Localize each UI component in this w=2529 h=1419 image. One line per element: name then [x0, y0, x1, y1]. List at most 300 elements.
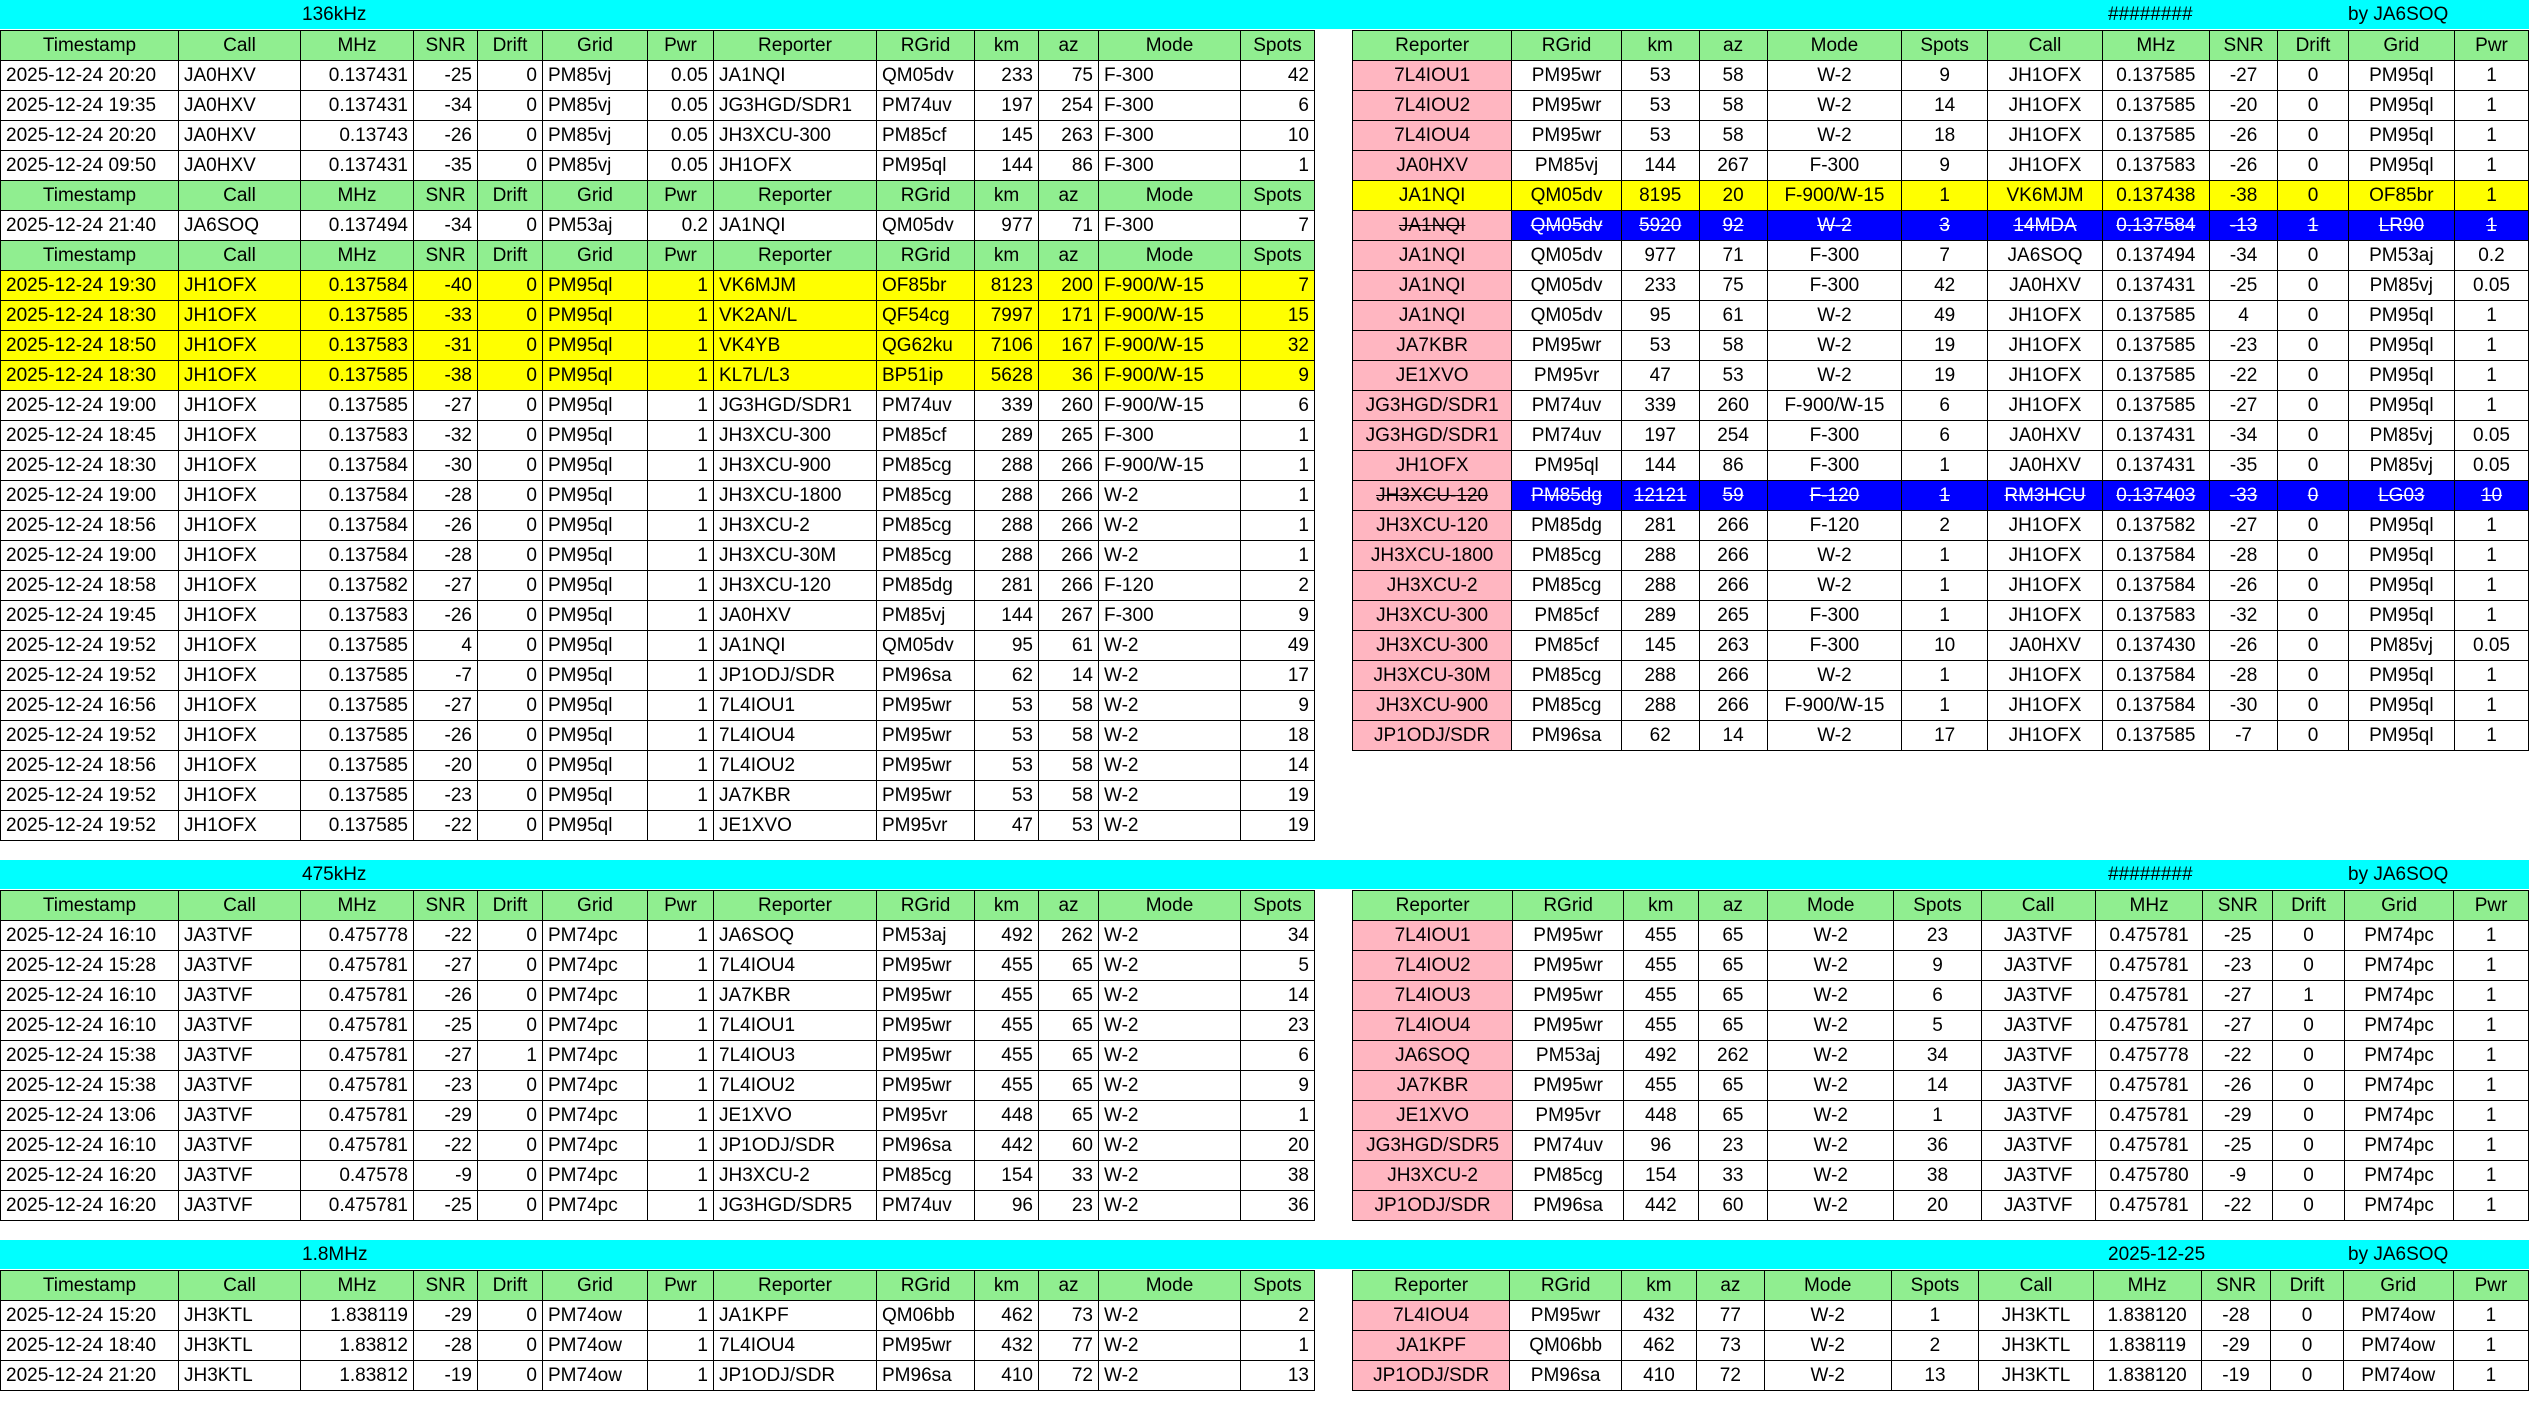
table-cell: 23 [1241, 1011, 1315, 1041]
table-cell: PM85cg [877, 481, 975, 511]
column-header: km [975, 31, 1039, 61]
table-cell: 1 [648, 331, 714, 361]
column-header: MHz [2093, 1271, 2201, 1301]
table-cell: 288 [975, 481, 1039, 511]
table-cell: JH1OFX [1988, 691, 2103, 721]
table-row [1353, 451, 2529, 481]
table-cell: 254 [1039, 91, 1099, 121]
table-cell: 0.137583 [2102, 601, 2209, 631]
table-cell: PM85vj [2348, 271, 2454, 301]
table-cell: -7 [2209, 721, 2278, 751]
table-cell: 0 [2271, 1331, 2343, 1361]
table-cell: 12121 [1621, 481, 1699, 511]
table-cell: 20 [1894, 1191, 1981, 1221]
table-cell: JA6SOQ [179, 211, 301, 241]
table-cell: 2025-12-24 16:10 [1, 1011, 179, 1041]
table-cell: W-2 [1099, 981, 1241, 1011]
table-cell: F-900/W-15 [1767, 181, 1902, 211]
table-cell: 2025-12-24 19:35 [1, 91, 179, 121]
table-cell: 432 [975, 1331, 1039, 1361]
table-cell: 0.475781 [2095, 951, 2203, 981]
table-cell: PM74pc [2344, 1041, 2453, 1071]
table-cell: PM95ql [543, 601, 648, 631]
table-cell: PM95ql [877, 151, 975, 181]
table-cell: W-2 [1099, 751, 1241, 781]
table-cell: 0.137585 [2102, 91, 2209, 121]
table-cell: -22 [2209, 361, 2278, 391]
table-cell: 38 [1241, 1161, 1315, 1191]
table-cell: 7L4IOU4 [714, 721, 877, 751]
table-cell: 6 [1241, 391, 1315, 421]
table-cell: PM74pc [2344, 1071, 2453, 1101]
table-cell: 2025-12-24 18:30 [1, 451, 179, 481]
table-cell: F-120 [1767, 511, 1902, 541]
table-cell: -28 [414, 481, 478, 511]
table-cell: 14 [1241, 751, 1315, 781]
column-header: Mode [1767, 31, 1902, 61]
table-cell: 262 [1698, 1041, 1768, 1071]
table-cell: JH3XCU-30M [714, 541, 877, 571]
column-header: Drift [478, 181, 543, 211]
table-cell: 1 [648, 661, 714, 691]
table-cell: 492 [1624, 1041, 1699, 1071]
table-cell: 1.838120 [2093, 1361, 2201, 1391]
table-cell: 1 [1241, 421, 1315, 451]
table-cell: 95 [975, 631, 1039, 661]
table-cell: PM95ql [543, 811, 648, 841]
table-cell: JH3KTL [179, 1361, 301, 1391]
table-cell: 2025-12-24 21:40 [1, 211, 179, 241]
table-cell: PM95ql [1512, 451, 1622, 481]
table-cell: PM53aj [877, 921, 975, 951]
table-cell: -38 [2209, 181, 2278, 211]
column-header: MHz [2095, 891, 2203, 921]
table-cell: JA1NQI [714, 631, 877, 661]
table-cell: W-2 [1099, 661, 1241, 691]
table-cell: QM05dv [1512, 301, 1622, 331]
table-cell: VK6MJM [1988, 181, 2103, 211]
table-cell: 144 [975, 601, 1039, 631]
table-cell: 0.137585 [2102, 331, 2209, 361]
column-header: Pwr [2453, 1271, 2528, 1301]
table-cell: W-2 [1768, 951, 1894, 981]
table-cell: 2025-12-24 20:20 [1, 61, 179, 91]
table-cell: PM74pc [2344, 1161, 2453, 1191]
table-row [1353, 91, 2529, 121]
table-cell: 1 [1902, 661, 1988, 691]
table-cell: PM95ql [2348, 601, 2454, 631]
table-cell: JA0HXV [179, 91, 301, 121]
table-row [1, 451, 1315, 481]
table-cell: 0 [478, 921, 543, 951]
table-cell: 1 [2455, 691, 2529, 721]
table-cell: 14 [1894, 1071, 1981, 1101]
table-cell: JH3XCU-300 [714, 121, 877, 151]
table-cell: BP51ip [877, 361, 975, 391]
table-cell: PM95ql [2348, 511, 2454, 541]
table-row [1, 921, 1315, 951]
table-cell: PM95ql [2348, 301, 2454, 331]
table-row [1353, 511, 2529, 541]
table-cell: 266 [1039, 511, 1099, 541]
table-cell: PM85cf [877, 121, 975, 151]
column-header: RGrid [877, 31, 975, 61]
table-cell: 53 [1699, 361, 1767, 391]
table-cell: JA3TVF [179, 981, 301, 1011]
column-header: Call [1988, 31, 2103, 61]
table-cell: 13 [1891, 1361, 1979, 1391]
table-cell: 0.05 [648, 61, 714, 91]
table-cell: 1 [1902, 541, 1988, 571]
table-cell: JA3TVF [179, 1131, 301, 1161]
table-cell: 0 [478, 691, 543, 721]
table-cell: W-2 [1767, 211, 1902, 241]
table-cell: JH3XCU-120 [1353, 511, 1512, 541]
table-cell: 72 [1696, 1361, 1764, 1391]
table-cell: W-2 [1768, 1191, 1894, 1221]
table-cell: PM74pc [2344, 1191, 2453, 1221]
table-cell: JH1OFX [1988, 661, 2103, 691]
column-header: Pwr [648, 891, 714, 921]
table-cell: 47 [1621, 361, 1699, 391]
table-cell: PM74pc [543, 1161, 648, 1191]
table-cell: 0 [478, 1101, 543, 1131]
table-cell: 36 [1241, 1191, 1315, 1221]
header-row [1353, 891, 2529, 921]
table-cell: PM95ql [2348, 151, 2454, 181]
table-row [1, 271, 1315, 301]
table-cell: 7L4IOU3 [714, 1041, 877, 1071]
table-cell: 0 [2273, 1071, 2345, 1101]
table-cell: JH1OFX [179, 751, 301, 781]
table-cell: 0.137584 [301, 451, 414, 481]
table-cell: 0.137585 [301, 751, 414, 781]
table-cell: W-2 [1767, 541, 1902, 571]
table-cell: JA3TVF [1981, 1071, 2095, 1101]
column-header: SNR [414, 1271, 478, 1301]
table-cell: JH1OFX [179, 541, 301, 571]
table-cell: 260 [1699, 391, 1767, 421]
table-cell: PM74ow [2343, 1331, 2453, 1361]
table-cell: 2025-12-24 18:56 [1, 751, 179, 781]
table-cell: PM74pc [543, 1191, 648, 1221]
table-cell: JH3KTL [1979, 1361, 2093, 1391]
table-cell: 263 [1699, 631, 1767, 661]
table-cell: 0 [2273, 1161, 2345, 1191]
table-cell: W-2 [1099, 921, 1241, 951]
table-cell: -26 [414, 981, 478, 1011]
table-cell: JH3XCU-2 [714, 511, 877, 541]
table-cell: 77 [1696, 1301, 1764, 1331]
table-cell: W-2 [1768, 1131, 1894, 1161]
table-cell: 0 [478, 981, 543, 1011]
table-cell: 0.137494 [2102, 241, 2209, 271]
table-cell: -26 [2209, 121, 2278, 151]
table-cell: JH1OFX [1988, 301, 2103, 331]
table-cell: 281 [975, 571, 1039, 601]
table-cell: PM96sa [1513, 1191, 1624, 1221]
table-cell: -27 [2203, 981, 2273, 1011]
table-cell: 1 [2455, 181, 2529, 211]
column-header: Spots [1891, 1271, 1979, 1301]
table-cell: W-2 [1099, 1361, 1241, 1391]
table-cell: 2025-12-24 19:52 [1, 781, 179, 811]
table-cell: JA3TVF [1981, 1131, 2095, 1161]
table-cell: 9 [1241, 1071, 1315, 1101]
table-cell: 0 [478, 1071, 543, 1101]
table-cell: 0 [478, 1011, 543, 1041]
table-cell: 1 [648, 811, 714, 841]
table-cell: 7 [1902, 241, 1988, 271]
table-cell: -34 [2209, 241, 2278, 271]
table-cell: 1 [648, 301, 714, 331]
table-cell: 1 [648, 1071, 714, 1101]
table-cell: 0 [478, 1131, 543, 1161]
table-cell: 2 [1241, 1301, 1315, 1331]
table-cell: 0.137582 [301, 571, 414, 601]
table-cell: 58 [1699, 91, 1767, 121]
table-cell: 0 [2278, 661, 2348, 691]
table-cell: 1 [1902, 481, 1988, 511]
table-cell: W-2 [1768, 1101, 1894, 1131]
table-cell: 0 [2271, 1361, 2343, 1391]
table-cell: F-120 [1767, 481, 1902, 511]
table-cell: 1.83812 [301, 1361, 414, 1391]
table-cell: W-2 [1099, 811, 1241, 841]
table-cell: JH3XCU-300 [1353, 631, 1512, 661]
table-cell: W-2 [1767, 331, 1902, 361]
table-cell: F-300 [1767, 271, 1902, 301]
table-cell: PM95wr [877, 721, 975, 751]
table-cell: 65 [1039, 981, 1099, 1011]
column-header: Pwr [648, 181, 714, 211]
table-cell: PM95wr [1510, 1301, 1622, 1331]
table-cell: VK2AN/L [714, 301, 877, 331]
table-cell: 53 [975, 691, 1039, 721]
table-cell: PM95wr [1512, 91, 1622, 121]
table-cell: 1 [2455, 391, 2529, 421]
table-cell: PM74pc [2344, 1131, 2453, 1161]
table-cell: 0 [2278, 451, 2348, 481]
table-cell: 2025-12-24 18:30 [1, 361, 179, 391]
table-cell: 7997 [975, 301, 1039, 331]
table-cell: 0.137584 [301, 511, 414, 541]
table-cell: 0 [478, 511, 543, 541]
table-cell: 6 [1902, 421, 1988, 451]
table-cell: 262 [1039, 921, 1099, 951]
table-cell: 7L4IOU2 [714, 751, 877, 781]
table-cell: 0.137585 [301, 661, 414, 691]
column-header: RGrid [1510, 1271, 1622, 1301]
table-cell: 4 [414, 631, 478, 661]
table-cell: 53 [1039, 811, 1099, 841]
table-cell: PM95ql [543, 481, 648, 511]
table-row [1353, 1041, 2529, 1071]
table-cell: 0.05 [648, 91, 714, 121]
table-cell: JH1OFX [179, 691, 301, 721]
table-cell: 42 [1902, 271, 1988, 301]
table-cell: 1 [648, 271, 714, 301]
table-cell: 0 [478, 571, 543, 601]
table-cell: 1 [648, 1361, 714, 1391]
table-cell: PM95ql [543, 391, 648, 421]
table-cell: -22 [2203, 1041, 2273, 1071]
table-row [1, 61, 1315, 91]
table-cell: 0 [478, 751, 543, 781]
column-header: Drift [2271, 1271, 2343, 1301]
table-cell: W-2 [1099, 1301, 1241, 1331]
table-cell: JP1ODJ/SDR [1353, 1191, 1513, 1221]
table-cell: 2025-12-24 18:30 [1, 301, 179, 331]
header-row [1353, 1271, 2529, 1301]
table-cell: 289 [1621, 601, 1699, 631]
table-cell: 1 [478, 1041, 543, 1071]
table-cell: JA1KPF [1353, 1331, 1510, 1361]
table-cell: JA1NQI [1353, 211, 1512, 241]
table-cell: F-300 [1767, 631, 1902, 661]
table-cell: PM74pc [2344, 981, 2453, 1011]
table-cell: 0.137585 [301, 721, 414, 751]
table-cell: 65 [1039, 1071, 1099, 1101]
table-cell: -35 [414, 151, 478, 181]
table-cell: W-2 [1767, 661, 1902, 691]
table-cell: JH3KTL [1979, 1331, 2093, 1361]
table-cell: 1 [2453, 1301, 2528, 1331]
table-cell: JA3TVF [1981, 921, 2095, 951]
table-row [1, 1071, 1315, 1101]
table-cell: 0 [2273, 951, 2345, 981]
table-cell: 1 [1241, 511, 1315, 541]
table-cell: 462 [975, 1301, 1039, 1331]
table-cell: 0.13743 [301, 121, 414, 151]
table-cell: -34 [414, 211, 478, 241]
column-header: Grid [2348, 31, 2454, 61]
table-cell: 5 [1894, 1011, 1981, 1041]
table-cell: W-2 [1099, 541, 1241, 571]
table-cell: JA0HXV [1988, 271, 2103, 301]
table-cell: -33 [414, 301, 478, 331]
table-cell: 0.475781 [301, 1041, 414, 1071]
column-header: Spots [1902, 31, 1988, 61]
table-cell: PM95wr [877, 951, 975, 981]
table-row [1353, 301, 2529, 331]
table-cell: W-2 [1767, 121, 1902, 151]
table-cell: 0 [2271, 1301, 2343, 1331]
table-cell: JA0HXV [1988, 631, 2103, 661]
table-cell: PM85cg [877, 541, 975, 571]
table-cell: 2025-12-24 18:56 [1, 511, 179, 541]
table-cell: JH1OFX [1988, 61, 2103, 91]
table-cell: 49 [1902, 301, 1988, 331]
table-cell: 86 [1039, 151, 1099, 181]
table-cell: 2025-12-24 21:20 [1, 1361, 179, 1391]
table-cell: 0 [478, 1331, 543, 1361]
table-cell: 0.2 [648, 211, 714, 241]
table-cell: JH1OFX [1988, 601, 2103, 631]
table-cell: 0.137584 [301, 541, 414, 571]
table-cell: 0.475780 [2095, 1161, 2203, 1191]
table-cell: 0 [2278, 121, 2348, 151]
table-cell: 2025-12-24 18:50 [1, 331, 179, 361]
table-cell: 2025-12-24 19:52 [1, 721, 179, 751]
table-cell: 0 [2278, 601, 2348, 631]
table-cell: 0.05 [2455, 451, 2529, 481]
table-cell: 61 [1039, 631, 1099, 661]
table-cell: 1 [2455, 721, 2529, 751]
table-cell: 86 [1699, 451, 1767, 481]
table-row [1, 691, 1315, 721]
column-header: Pwr [648, 241, 714, 271]
table-cell: 1 [1902, 601, 1988, 631]
table-cell: 144 [1621, 451, 1699, 481]
table-cell: PM95ql [543, 301, 648, 331]
table-cell: 200 [1039, 271, 1099, 301]
table-cell: 1 [2455, 301, 2529, 331]
table-row [1353, 921, 2529, 951]
table-cell: -30 [2209, 691, 2278, 721]
table-cell: PM95wr [1512, 61, 1622, 91]
right-spots-table [1352, 1270, 2529, 1391]
table-cell: 96 [975, 1191, 1039, 1221]
table-cell: PM74ow [543, 1361, 648, 1391]
column-header: Drift [2273, 891, 2345, 921]
table-cell: PM74ow [2343, 1361, 2453, 1391]
table-cell: JH3XCU-300 [1353, 601, 1512, 631]
table-cell: 0 [478, 1161, 543, 1191]
table-cell: 2025-12-24 15:20 [1, 1301, 179, 1331]
table-cell: 0 [2278, 361, 2348, 391]
table-cell: -23 [414, 781, 478, 811]
table-cell: PM95ql [543, 361, 648, 391]
table-cell: PM85vj [543, 61, 648, 91]
table-cell: 7L4IOU1 [714, 1011, 877, 1041]
table-cell: 2025-12-24 20:20 [1, 121, 179, 151]
column-header: Grid [543, 31, 648, 61]
column-header: Pwr [2454, 891, 2529, 921]
table-cell: 0.137494 [301, 211, 414, 241]
table-cell: PM85vj [543, 91, 648, 121]
table-cell: W-2 [1099, 781, 1241, 811]
table-cell: -27 [414, 1041, 478, 1071]
table-cell: PM95wr [1513, 1011, 1624, 1041]
table-cell: PM95wr [1513, 951, 1624, 981]
table-cell: 77 [1039, 1331, 1099, 1361]
table-cell: JH1OFX [179, 301, 301, 331]
table-cell: 0.137431 [2102, 421, 2209, 451]
table-row [1353, 211, 2529, 241]
table-cell: 33 [1698, 1161, 1768, 1191]
table-row [1353, 1361, 2529, 1391]
table-cell: PM96sa [1512, 721, 1622, 751]
table-row [1, 1041, 1315, 1071]
table-cell: 1 [1241, 1331, 1315, 1361]
table-cell: JE1XVO [714, 811, 877, 841]
table-cell: 2025-12-24 16:20 [1, 1161, 179, 1191]
column-header: MHz [301, 241, 414, 271]
table-cell: F-300 [1099, 91, 1241, 121]
table-cell: 72 [1039, 1361, 1099, 1391]
table-cell: 47 [975, 811, 1039, 841]
table-cell: F-900/W-15 [1099, 391, 1241, 421]
table-cell: JA1NQI [1353, 271, 1512, 301]
table-cell: 448 [1624, 1101, 1699, 1131]
table-cell: PM74pc [543, 981, 648, 1011]
table-cell: 0 [2278, 181, 2348, 211]
column-header: km [1621, 31, 1699, 61]
table-cell: 0.475781 [2095, 981, 2203, 1011]
table-cell: 0 [2278, 511, 2348, 541]
table-cell: JA0HXV [1988, 421, 2103, 451]
